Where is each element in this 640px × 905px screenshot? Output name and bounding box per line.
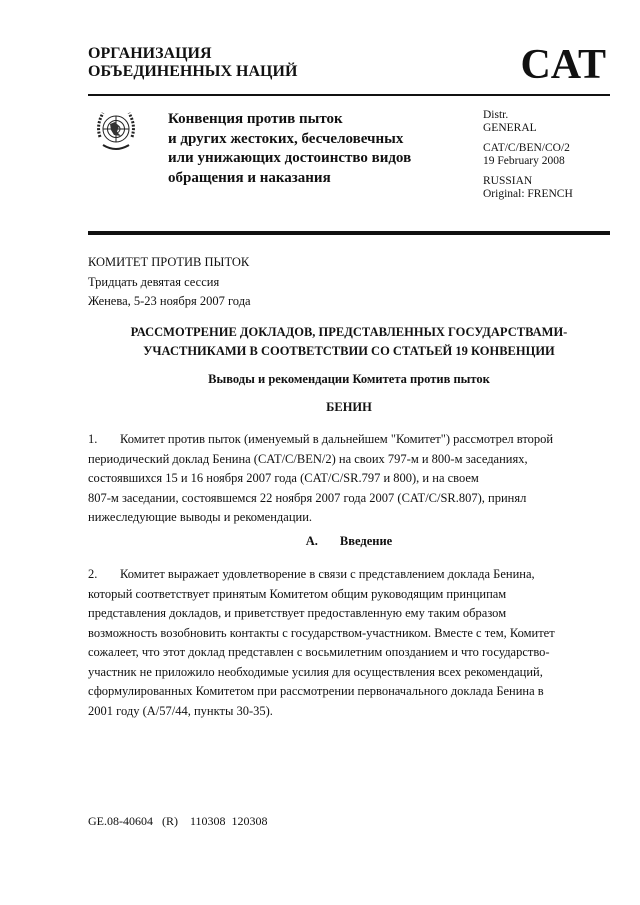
title-line: УЧАСТНИКАМИ В СООТВЕТСТВИИ СО СТАТЬЕЙ 19 КОНВЕНЦИИ [143, 344, 555, 358]
original-language: Original: FRENCH [483, 188, 573, 200]
section-title: Введение [339, 534, 393, 548]
paragraph-2 [88, 565, 588, 721]
top-rule [88, 94, 610, 96]
text-line: участник не приложило необходимые усилия для осуществления всех рекомендаций, [88, 664, 543, 679]
document-date: 19 February 2008 [483, 155, 565, 167]
text-line: 807-м заседании, состоявшемся 22 ноября 2007 года 2007 (CAT/C/SR.807), принял [88, 490, 527, 505]
text-line: нижеследующие выводы и рекомендации. [88, 510, 313, 524]
document-symbol: CAT/C/BEN/CO/2 [483, 142, 570, 154]
organization-name [88, 45, 297, 81]
un-emblem-icon [93, 107, 139, 153]
convention-line: обращения и наказания [168, 169, 331, 186]
header-bottom-rule [88, 231, 610, 235]
paragraph-number: 2. [88, 567, 98, 581]
job-number-footer: GE.08-40604 (R) 110308 120308 [88, 814, 268, 828]
paragraph-1 [88, 430, 588, 528]
convention-line: Конвенция против пыток [168, 111, 343, 127]
convention-title [168, 110, 411, 188]
org-line: ОРГАНИЗАЦИЯ [88, 45, 212, 62]
section-letter: A. [305, 534, 318, 548]
committee-name: КОМИТЕТ ПРОТИВ ПЫТОК [88, 255, 250, 269]
text-line: 2001 году (A/57/44, пункты 30-35). [88, 703, 273, 718]
paragraph-number: 1. [88, 432, 98, 446]
text-line: периодический доклад Бенина (CAT/C/BEN/2) на своих 797-м и 800-м заседаниях, [88, 451, 528, 466]
text-line: состоявшихся 15 и 16 ноября 2007 года (CAT/C/SR.797 и 800), и на своем [88, 471, 479, 485]
document-language: RUSSIAN [483, 175, 533, 187]
committee-block [88, 253, 251, 312]
convention-line: или унижающих достоинство видов [168, 150, 412, 166]
convention-line: и других жестоких, бесчеловечных [168, 130, 404, 147]
text-line: который соответствует принятым Комитетом общим руководящим принципам [88, 586, 507, 601]
title-line: РАССМОТРЕНИЕ ДОКЛАДОВ, ПРЕДСТАВЛЕННЫХ ГОСУДАРСТВАМИ- [130, 325, 568, 339]
main-title [88, 323, 610, 361]
distr-general: GENERAL [483, 122, 537, 134]
text-line: Комитет выражает удовлетворение в связи с представлением доклада Бенина, [120, 567, 535, 581]
org-line: ОБЪЕДИНЕННЫХ НАЦИЙ [88, 63, 298, 80]
text-line: сожалеет, что этот доклад представлен с восьмилетним опозданием и что государство- [88, 645, 550, 659]
distr-label: Distr. [483, 109, 509, 121]
subtitle: Выводы и рекомендации Комитета против пыток [208, 372, 490, 386]
document-series-symbol: CAT [520, 42, 606, 88]
text-line: представления докладов, и приветствует предоставленную ему таким образом [88, 606, 507, 620]
text-line: сформулированных Комитетом при рассмотрении первоначального доклада Бенина в [88, 684, 544, 698]
text-line: Комитет против пыток (именуемый в дальнейшем "Комитет") рассмотрел второй [120, 432, 554, 446]
session: Тридцать девятая сессия [88, 274, 220, 289]
text-line: возможность возобновить контакты с государством-участником. Вместе с тем, Комитет [88, 625, 555, 640]
country-heading: БЕНИН [326, 400, 372, 414]
place-dates: Женева, 5-23 ноября 2007 года [88, 294, 251, 308]
distribution-block [483, 109, 573, 201]
section-heading [88, 532, 610, 551]
